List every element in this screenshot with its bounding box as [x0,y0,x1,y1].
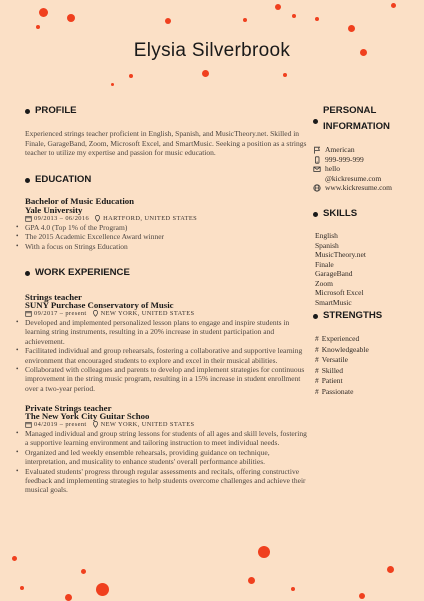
strength-item [315,355,420,366]
location-pin-icon [94,215,101,222]
job-bullets [25,318,307,393]
strength-label: Skilled [321,365,344,375]
decor-dot [20,586,24,590]
strength-label: Experienced [321,334,360,343]
strengths-list [315,334,420,397]
section-title [323,103,390,135]
bullet-dot [313,314,318,319]
decor-dot [111,83,114,86]
skills-list [315,231,420,307]
hash-marker: # [315,355,319,364]
email-line: hello [325,164,340,173]
strength-label: Patient [321,376,343,385]
skill-item: English [315,231,338,240]
decor-dot [315,17,319,21]
decor-dot [67,14,75,22]
section-heading-work-experience [25,265,130,281]
decor-dot [165,18,171,24]
job-company: SUNY Purchase Conservatory of Music [25,300,174,310]
job-meta [25,309,194,318]
education-location: HARTFORD, UNITED STATES [103,215,198,222]
section-title: STRENGTHS [323,310,383,321]
skill-item: Zoom [315,278,333,288]
contact-phone [313,155,421,165]
section-heading-profile [25,103,77,119]
list-item: • The 2015 Academic Excellence Award winner [25,232,305,241]
section-title: SKILLS [323,208,358,219]
calendar-icon [25,421,32,428]
decor-dot [202,70,209,77]
education-meta [25,214,197,223]
section-title-line: INFORMATION [323,121,390,132]
strength-item [315,387,420,398]
candidate-name: Elysia Silverbrook [133,40,291,61]
contact-email[interactable] [313,164,421,183]
skill-item: Microsoft Excel [315,288,364,297]
hash-marker: # [315,334,319,343]
location-pin-icon [92,310,99,317]
job-dates: 09/2017 – present [34,310,87,317]
education-bullets [25,223,305,251]
hash-marker: # [315,376,319,385]
hash-marker: # [315,386,319,396]
decor-dot [348,25,355,32]
contact-list [313,145,421,193]
education-dates: 09/2013 – 06/2016 [34,215,90,222]
job-dates: 04/2019 – present [34,421,87,428]
job-title: Strings teacher [25,292,82,302]
skill-item: GarageBand [315,269,353,278]
list-item: • Organized and led weekly ensemble rehearsals, providing guidance on technique, interpretation, and musicality to enhance students' overall performance abilities. [25,448,307,467]
strength-item [315,334,420,345]
decor-dot [359,593,365,599]
decor-dot [39,8,48,17]
strength-item [315,376,420,387]
decor-dot [258,546,270,558]
strength-label: Passionate [321,386,354,396]
skill-item: SmartMusic [315,297,352,307]
contact-value [325,164,381,183]
email-icon [313,165,321,173]
section-heading-strengths [313,308,382,324]
education-school: Yale University [25,205,83,215]
job-company: The New York City Guitar Schoo [25,411,150,421]
section-title: PROFILE [35,105,77,116]
list-item: • Developed and implemented personalized lesson plans to engage and inspire students in learning string instruments, resulting in a 20% increase in student participation and achievement. [25,318,307,346]
flag-icon [313,146,321,154]
job-meta [25,420,194,429]
skill-item: Finale [315,259,334,269]
skill-item: Spanish [315,240,339,250]
education-degree: Bachelor of Music Education [25,196,135,206]
decor-dot [275,4,281,10]
list-item: • Facilitated individual and group rehearsals, fostering a collaborative and supportive learning environment that encouraged students to explore and excel in their musical abilities. [25,346,307,365]
list-item: • GPA 4.0 (Top 1% of the Program) [25,223,305,232]
job-bullets [25,429,307,495]
bullet-dot [313,119,318,124]
email-line: @kickresume.com [325,173,382,183]
section-title: EDUCATION [35,174,92,185]
globe-icon [313,184,321,192]
section-heading-education [25,172,91,188]
skill-item: MusicTheory.net [315,250,366,259]
strength-item [315,345,420,356]
decor-dot [283,73,287,77]
contact-website[interactable] [313,183,421,193]
hash-marker: # [315,365,319,375]
list-item: • Evaluated students' progress through regular assessments and recitals, offering constructive feedback and implementing strategies to help students overcome challenges and achieve their musical goals. [25,467,307,495]
decor-dot [291,587,295,591]
decor-dot [248,577,255,584]
list-item: • With a focus on Strings Education [25,242,305,251]
contact-value: American [325,145,355,154]
decor-dot [81,569,86,574]
contact-value: www.kickresume.com [325,183,392,192]
strength-label: Versatile [321,355,348,364]
calendar-icon [25,215,32,222]
list-item: • Managed individual and group string lessons for students of all ages and skill levels, fostering a supportive learning environment and tailoring instruction to meet individual needs. [25,429,307,448]
contact-nationality [313,145,421,155]
section-title-line: PERSONAL [323,105,377,116]
decor-dot [292,14,296,18]
bullet-dot [25,271,30,276]
profile-text: Experienced strings teacher proficient in English, Spanish, and MusicTheory.net. Skilled in Finale, GarageBand, Zoom, Microsoft Excel, and SmartMusic. Seeking a position as a strings teacher to utilize my expertise and passion for music education. [25,129,307,158]
decor-dot [96,583,109,596]
location-pin-icon [92,421,99,428]
decor-dot [243,18,247,22]
calendar-icon [25,310,32,317]
bullet-dot [25,109,30,114]
decor-dot [12,556,17,561]
decor-dot [391,3,396,8]
decor-dot [129,74,133,78]
section-title: WORK EXPERIENCE [35,267,130,278]
strength-item [315,366,420,377]
job-location: NEW YORK, UNITED STATES [100,310,195,317]
decor-dot [387,566,394,573]
strength-label: Knowledgeable [321,344,369,354]
job-title: Private Strings teacher [25,403,112,413]
decor-dot [36,25,40,29]
phone-icon [313,156,321,164]
job-location: NEW YORK, UNITED STATES [100,421,195,428]
hash-marker: # [315,344,319,354]
list-item: • Collaborated with colleagues and parents to develop and implement strategies for continuous improvement in the string music program, resulting in a 15% increase in student enrollment over a two-year period. [25,365,307,393]
section-heading-personal-information [313,103,390,135]
bullet-dot [313,212,318,217]
contact-value: 999-999-999 [325,154,364,164]
bullet-dot [25,178,30,183]
section-heading-skills [313,206,357,222]
